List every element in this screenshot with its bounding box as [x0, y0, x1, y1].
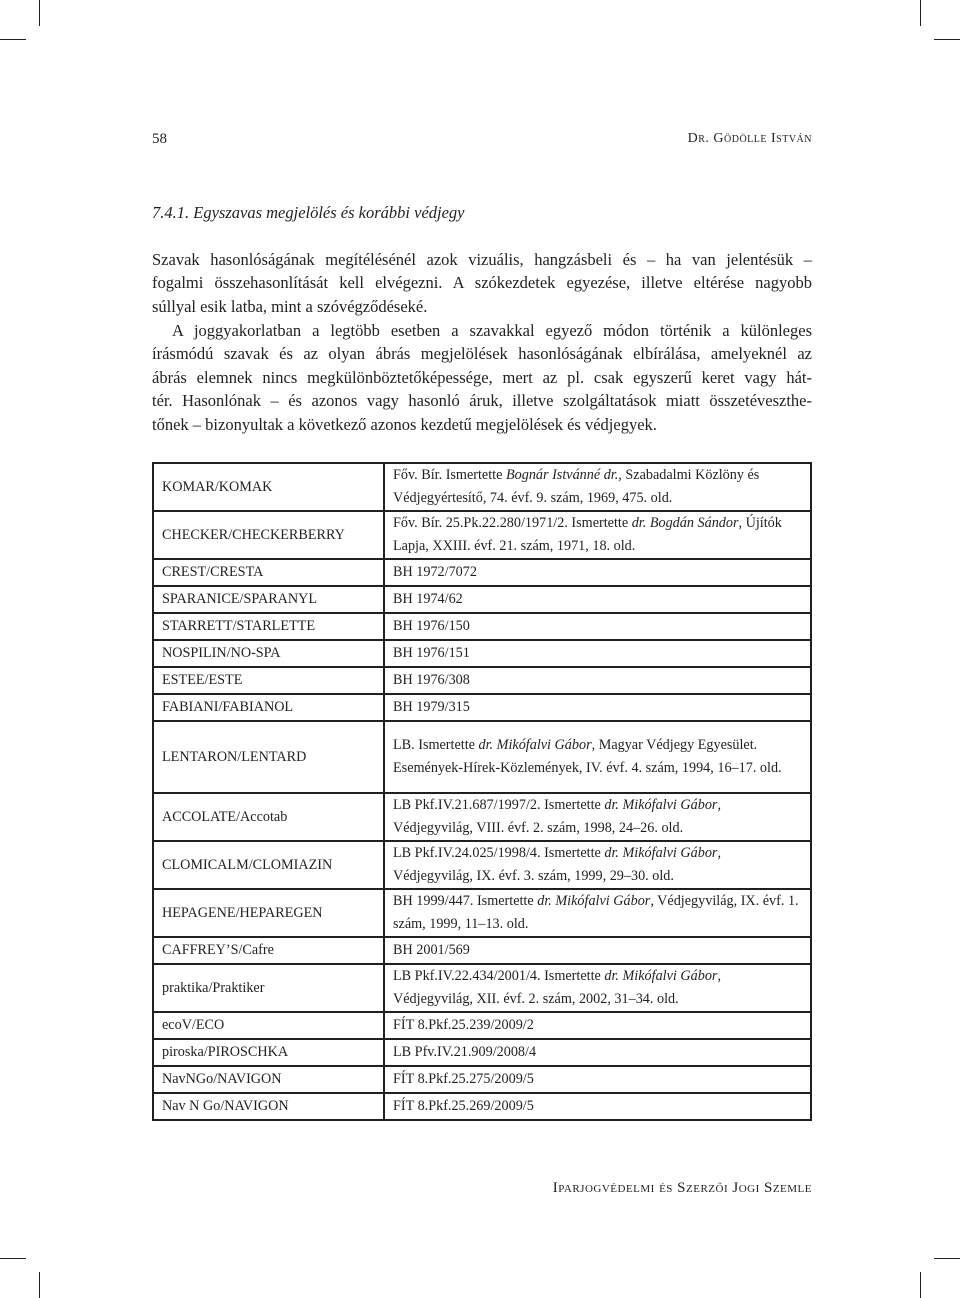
source-text: , Újítók Lapja, XXIII. évf. 21. szám, 1971, 18. old.: [393, 515, 782, 554]
paragraph-line: tőnek – bizonyultak a következő azonos kezdetű megjelölések és védjegyek.: [152, 414, 657, 434]
paragraph-line: súllyal esik latba, mint a szóvégződéseké.: [152, 296, 428, 316]
source-text: LB Pkf.IV.22.434/2001/4. Ismertette: [393, 968, 605, 984]
trademark-pair: SPARANICE/SPARANYL: [153, 586, 384, 613]
source-text: BH 2001/569: [393, 942, 470, 958]
crop-mark: [0, 39, 26, 40]
table-row: [153, 1093, 811, 1120]
crop-mark: [39, 0, 40, 26]
source-text: BH 1979/315: [393, 699, 470, 715]
table-row: [153, 721, 811, 793]
case-source: [384, 937, 811, 964]
paragraph-2: [152, 319, 812, 436]
source-author: dr. Mikófalvi Gábor: [604, 845, 718, 861]
paragraph-line: Szavak hasonlóságának megítélésénél azok vizuális, hangzásbeli és – ha van jelentésük –: [152, 250, 812, 269]
source-text: LB Pkf.IV.21.687/1997/2. Ismertette: [393, 797, 605, 813]
source-text: LB Pkf.IV.24.025/1998/4. Ismertette: [393, 845, 605, 861]
case-source: [384, 964, 811, 1012]
case-source: [384, 793, 811, 841]
table-row: [153, 613, 811, 640]
running-footer-journal: Iparjogvédelmi és Szerzői Jogi Szemle: [552, 1180, 812, 1196]
source-author: dr. Mikófalvi Gábor: [604, 968, 718, 984]
source-text: BH 1976/151: [393, 645, 470, 661]
case-source: [384, 586, 811, 613]
source-text: , Szabadalmi Közlöny és Védjegyértesítő, 74. évf. 9. szám, 1969, 475. old.: [393, 467, 760, 506]
trademark-pair: KOMAR/KOMAK: [153, 463, 384, 511]
case-source: [384, 1066, 811, 1093]
case-source: [384, 1039, 811, 1066]
trademark-pair: piroska/PIROSCHKA: [153, 1039, 384, 1066]
trademark-pair: HEPAGENE/HEPAREGEN: [153, 889, 384, 937]
source-text: BH 1999/447. Ismertette: [393, 893, 538, 909]
paragraph-line: fogalmi összehasonlítását kell elvégezni. A szókezdetek egyezése, illetve eltérése nagyobb: [152, 273, 812, 293]
trademark-pair: FABIANI/FABIANOL: [153, 694, 384, 721]
crop-mark: [934, 1258, 960, 1259]
trademark-pair: ACCOLATE/Accotab: [153, 793, 384, 841]
table-row: [153, 841, 811, 889]
trademark-pair: STARRETT/STARLETTE: [153, 613, 384, 640]
table-row: [153, 586, 811, 613]
source-author: dr. Mikófalvi Gábor: [537, 893, 651, 909]
table-row: [153, 964, 811, 1012]
table-row: [153, 511, 811, 559]
source-text: , Magyar Védjegy Egyesület. Események-Hírek-Közlemények, IV. évf. 4. szám, 1994, 16–17. old.: [393, 737, 782, 776]
crop-mark: [0, 1258, 26, 1259]
table-row: [153, 937, 811, 964]
crop-mark: [920, 1272, 921, 1298]
case-source: [384, 463, 811, 511]
trademark-pair: praktika/Praktiker: [153, 964, 384, 1012]
case-source: [384, 559, 811, 586]
case-source: [384, 667, 811, 694]
table-row: [153, 694, 811, 721]
paragraph-line: A joggyakorlatban a legtöbb esetben a szavakkal egyező módon történik a különleges: [172, 321, 812, 340]
case-source: [384, 640, 811, 667]
paragraph-line: tér. Hasonlónak – és azonos vagy hasonló áruk, illetve szolgáltatások miatt összetéveszthe-: [152, 391, 812, 411]
trademark-cases-table: [152, 462, 812, 1121]
trademark-pair: LENTARON/LENTARD: [153, 721, 384, 793]
trademark-pair: CREST/CRESTA: [153, 559, 384, 586]
case-source: [384, 613, 811, 640]
table-row: [153, 640, 811, 667]
source-text: , Védjegyvilág, VIII. évf. 2. szám, 1998, 24–26. old.: [393, 797, 722, 836]
paragraph-line: írásmódú szavak és az olyan ábrás megjelölések hasonlóságának elbírálása, amelyeknél az: [152, 344, 812, 364]
trademark-pair: CAFFREY’S/Cafre: [153, 937, 384, 964]
trademark-pair: ESTEE/ESTE: [153, 667, 384, 694]
source-text: Főv. Bír. 25.Pk.22.280/1971/2. Ismertette: [393, 515, 632, 531]
case-source: [384, 889, 811, 937]
page-number: 58: [152, 131, 167, 147]
source-text: Főv. Bír. Ismertette: [393, 467, 506, 483]
trademark-pair: Nav N Go/NAVIGON: [153, 1093, 384, 1120]
case-source: [384, 511, 811, 559]
table-row: [153, 889, 811, 937]
case-source: [384, 1093, 811, 1120]
source-text: LB Pfv.IV.21.909/2008/4: [393, 1044, 537, 1060]
trademark-pair: CLOMICALM/CLOMIAZIN: [153, 841, 384, 889]
table-row: [153, 559, 811, 586]
table-row: [153, 793, 811, 841]
paragraph-line: ábrás elemnek nincs megkülönböztetőképessége, mert az pl. csak egyszerű keret vagy hát-: [152, 367, 812, 387]
paragraph-1: [152, 248, 812, 318]
source-text: LB. Ismertette: [393, 737, 479, 753]
trademark-pair: NavNGo/NAVIGON: [153, 1066, 384, 1093]
source-text: FÍT 8.Pkf.25.239/2009/2: [393, 1017, 534, 1033]
case-source: [384, 694, 811, 721]
source-author: dr. Bogdán Sándor: [631, 515, 739, 531]
source-author: dr. Mikófalvi Gábor: [604, 797, 718, 813]
source-text: , Védjegyvilág, IX. évf. 1. szám, 1999, 11–13. old.: [393, 893, 799, 932]
source-text: FÍT 8.Pkf.25.269/2009/5: [393, 1098, 534, 1114]
source-text: BH 1976/308: [393, 672, 470, 688]
source-text: BH 1976/150: [393, 618, 470, 634]
crop-mark: [934, 39, 960, 40]
source-text: BH 1972/7072: [393, 564, 477, 580]
source-text: , Védjegyvilág, IX. évf. 3. szám, 1999, 29–30. old.: [393, 845, 722, 884]
table-row: [153, 1039, 811, 1066]
crop-mark: [39, 1272, 40, 1298]
section-heading: 7.4.1. Egyszavas megjelölés és korábbi védjegy: [152, 203, 465, 222]
case-source: [384, 1012, 811, 1039]
trademark-pair: NOSPILIN/NO-SPA: [153, 640, 384, 667]
crop-mark: [920, 0, 921, 26]
trademark-pair: ecoV/ECO: [153, 1012, 384, 1039]
source-author: dr. Mikófalvi Gábor: [478, 737, 592, 753]
source-text: BH 1974/62: [393, 591, 463, 607]
source-text: FÍT 8.Pkf.25.275/2009/5: [393, 1071, 534, 1087]
running-header-author: Dr. Gödölle István: [687, 131, 812, 146]
table-row: [153, 667, 811, 694]
source-author: Bognár Istvánné dr.: [505, 467, 619, 483]
case-source: [384, 841, 811, 889]
table-row: [153, 463, 811, 511]
case-source: [384, 721, 811, 793]
trademark-pair: CHECKER/CHECKERBERRY: [153, 511, 384, 559]
table-row: [153, 1066, 811, 1093]
source-text: , Védjegyvilág, XII. évf. 2. szám, 2002, 31–34. old.: [393, 968, 722, 1007]
table-row: [153, 1012, 811, 1039]
